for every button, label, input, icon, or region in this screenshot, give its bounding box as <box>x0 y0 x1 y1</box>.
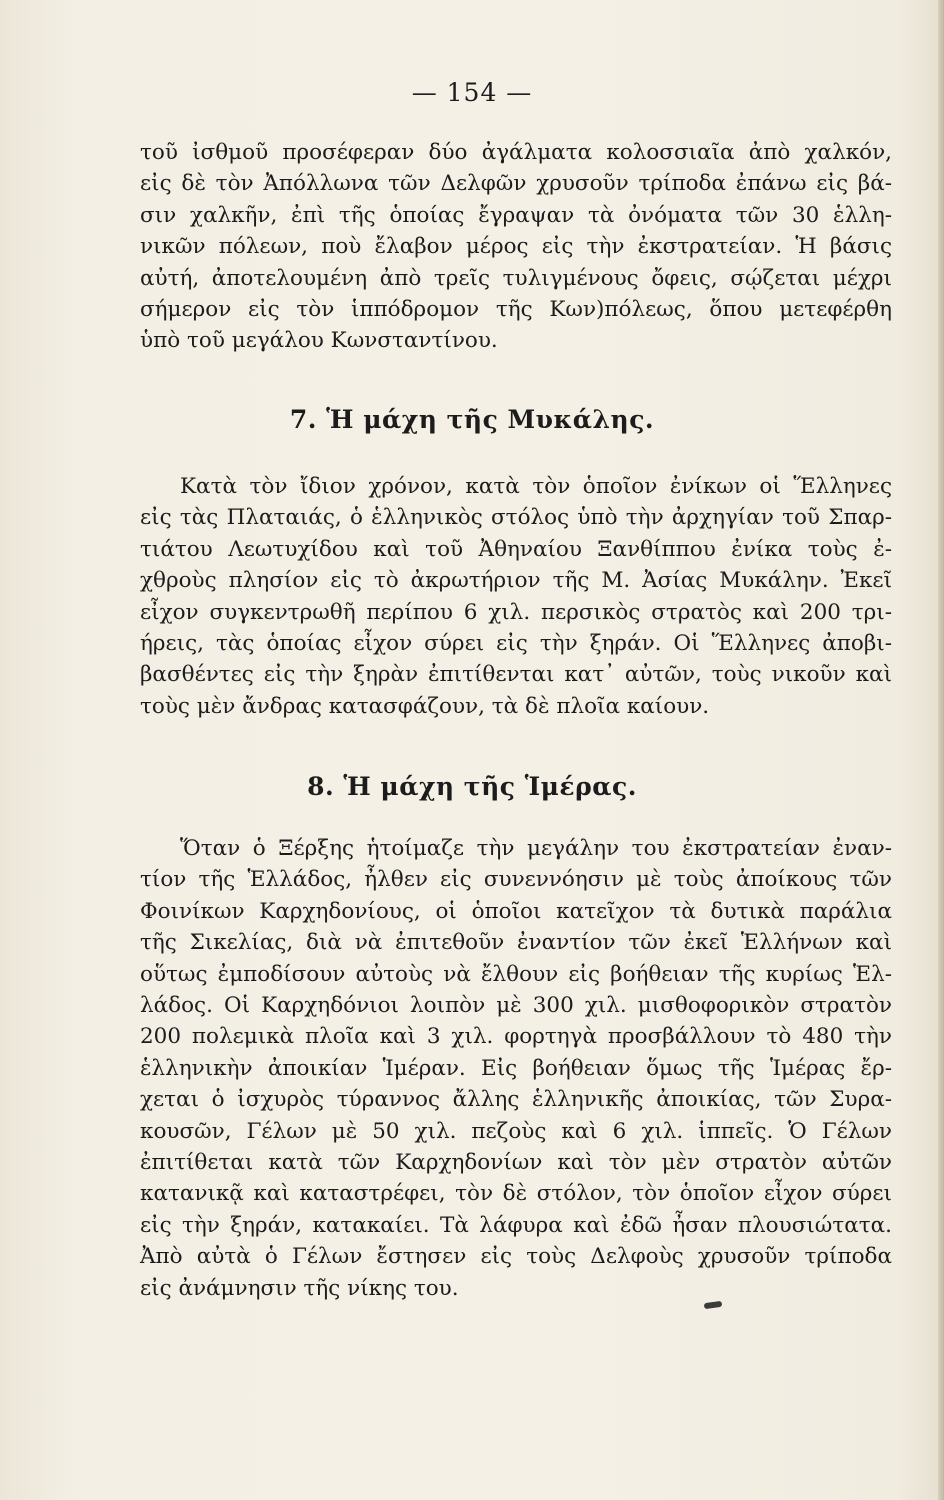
section-heading-7: 7. Ἡ μάχη τῆς Μυκάλης. <box>289 405 655 434</box>
text-line: τοὺς μὲν ἄνδρας κατασφάζουν, τὰ δὲ πλοῖα καίουν. <box>140 693 710 719</box>
text-line: Κατὰ τὸν ἴδιον χρόνον, κατὰ τὸν ὁποῖον ἐνίκων οἱ Ἕλληνες <box>180 474 892 499</box>
text-line: βασθέντες εἰς τὴν ξηρὰν ἐπιτίθενται κατ᾽ αὐτῶν, τοὺς νικοῦν καὶ <box>140 662 892 688</box>
text-line: σιν χαλκῆν, ἐπὶ τῆς ὁποίας ἔγραψαν τὰ ὀνόματα τῶν 30 ἑλλη- <box>140 202 892 228</box>
text-line: Ἀπὸ αὐτὰ ὁ Γέλων ἔστησεν εἰς τοὺς Δελφοὺς χρυσοῦν τρίποδα <box>140 1244 892 1270</box>
paragraph-2 <box>140 471 892 722</box>
text-line: τῆς Σικελίας, διὰ νὰ ἐπιτεθοῦν ἐναντίον τῶν ἐκεῖ Ἑλλήνων καὶ <box>140 930 892 956</box>
text-line: ὑπὸ τοῦ μεγάλου Κωνσταντίνου. <box>140 328 498 354</box>
text-line: οὕτως ἐμποδίσουν αὐτοὺς νὰ ἔλθουν εἰς βοήθειαν τῆς κυρίως Ἑλ- <box>140 961 892 987</box>
text-line: ἑλληνικὴν ἀποικίαν Ἱμέραν. Εἰς βοήθειαν ὅμως τῆς Ἱμέρας ἔρ- <box>140 1055 892 1081</box>
ink-mark <box>704 1301 723 1309</box>
text-line: χθροὺς πλησίον εἰς τὸ ἀκρωτήριον τῆς Μ. Ἀσίας Μυκάλην. Ἐκεῖ <box>140 568 892 594</box>
text-line: τιάτου Λεωτυχίδου καὶ τοῦ Ἀθηναίου Ξανθίππου ἐνίκα τοὺς ἐ- <box>140 536 892 562</box>
text-line: ἐπιτίθεται κατὰ τῶν Καρχηδονίων καὶ τὸν μὲν στρατὸν αὐτῶν <box>140 1150 892 1176</box>
page-number: — 154 — <box>411 78 533 107</box>
text-line: κατανικᾷ καὶ καταστρέφει, τὸν δὲ στόλον, τὸν ὁποῖον εἶχον σύρει <box>140 1181 892 1207</box>
text-line: αὐτή, ἀποτελουμένη ἀπὸ τρεῖς τυλιγμένους ὄφεις, σῴζεται μέχρι <box>140 265 892 291</box>
page-edge-shadow <box>938 0 944 1500</box>
text-line: σήμερον εἰς τὸν ἱππόδρομον τῆς Κων)πόλεως, ὅπου μετεφέρθη <box>140 297 892 323</box>
text-line: Ὅταν ὁ Ξέρξης ἡτοίμαζε τὴν μεγάλην του ἐκστρατείαν ἐναν- <box>180 836 892 861</box>
text-line: Φοινίκων Καρχηδονίους, οἱ ὁποῖοι κατεῖχον τὰ δυτικὰ παράλια <box>140 898 892 924</box>
text-line: εἰς δὲ τὸν Ἀπόλλωνα τῶν Δελφῶν χρυσοῦν τρίποδα ἐπάνω εἰς βά- <box>140 171 892 197</box>
text-line: νικῶν πόλεων, ποὺ ἔλαβον μέρος εἰς τὴν ἐκστρατείαν. Ἡ βάσις <box>140 234 892 260</box>
paragraph-1 <box>140 137 892 357</box>
text-line: εἰς ἀνάμνησιν τῆς νίκης του. <box>140 1275 459 1301</box>
text-line: τοῦ ἰσθμοῦ προσέφεραν δύο ἀγάλματα κολοσσιαῖα ἀπὸ χαλκόν, <box>140 140 892 165</box>
text-line: χεται ὁ ἰσχυρὸς τύραννος ἄλλης ἑλληνικῆς ἀποικίας, τῶν Συρα- <box>140 1087 892 1113</box>
text-line: τίον τῆς Ἑλλάδος, ἦλθεν εἰς συνεννόησιν μὲ τοὺς ἀποίκους τῶν <box>140 867 892 893</box>
text-line: εἰς τὰς Πλαταιάς, ὁ ἑλληνικὸς στόλος ὑπὸ τὴν ἀρχηγίαν τοῦ Σπαρ- <box>140 505 892 531</box>
text-line: 200 πολεμικὰ πλοῖα καὶ 3 χιλ. φορτηγὰ προσβάλλουν τὸ 480 τὴν <box>140 1024 892 1050</box>
paragraph-3 <box>140 833 892 1304</box>
text-line: κουσῶν, Γέλων μὲ 50 χιλ. πεζοὺς καὶ 6 χιλ. ἱππεῖς. Ὁ Γέλων <box>140 1118 892 1144</box>
section-heading-8: 8. Ἡ μάχη τῆς Ἱμέρας. <box>307 772 637 801</box>
text-line: εἰς τὴν ξηράν, κατακαίει. Τὰ λάφυρα καὶ ἐδῶ ἦσαν πλουσιώτατα. <box>140 1212 892 1238</box>
text-line: ήρεις, τὰς ὁποίας εἶχον σύρει εἰς τὴν ξηράν. Οἱ Ἕλληνες ἀποβι- <box>140 631 892 657</box>
text-line: εἶχον συγκεντρωθῆ περίπου 6 χιλ. περσικὸς στρατὸς καὶ 200 τρι- <box>140 599 892 625</box>
text-line: λάδος. Οἱ Καρχηδόνιοι λοιπὸν μὲ 300 χιλ. μισθοφορικὸν στρατὸν <box>140 993 892 1019</box>
